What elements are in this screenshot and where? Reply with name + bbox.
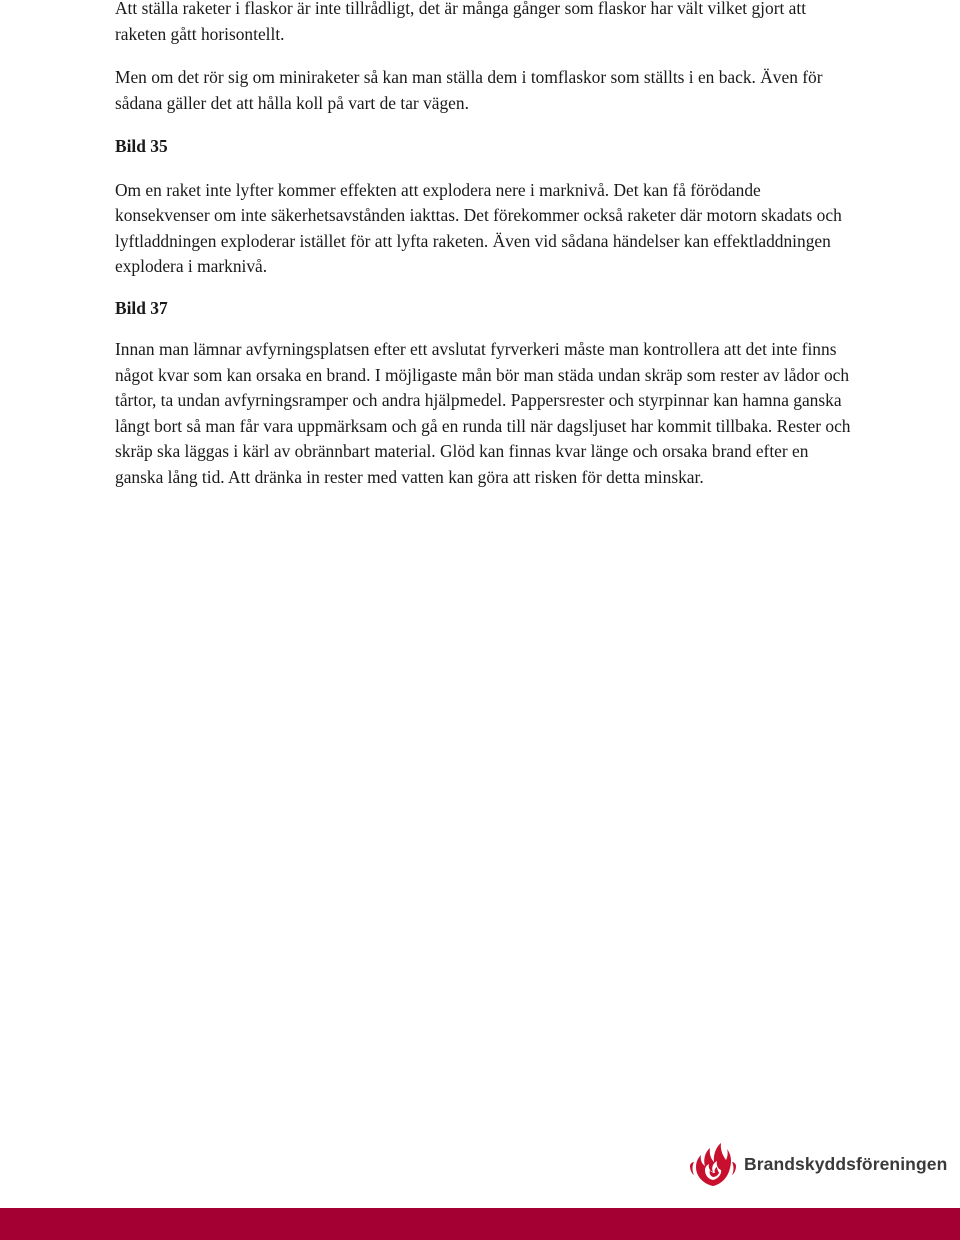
heading-bild-37: Bild 37 [115, 297, 168, 318]
brand-logo [690, 1138, 947, 1190]
paragraph-cleanup: Innan man lämnar avfyrningsplatsen efter ett avslutat fyrverkeri måste man kontrollera att det inte finns något kvar som kan orsaka en brand. I möjligaste mån bör man städa undan skräp som rester av lådor och tårtor, ta undan avfyrningsramper och andra hjälpmedel. Pappersrester och styrpinnar kan hamna ganska långt bort så man får vara uppmärksam och gå en runda till när dagsljuset har kommit tillbaka. Rester och skräp ska läggas i kärl av obrännbart material. Glöd kan finnas kvar länge och orsaka brand efter en ganska lång tid. Att dränka in rester med vatten kan göra att risken för detta minskar. [115, 339, 851, 487]
logo-text: Brandskyddsföreningen [744, 1153, 948, 1174]
footer-bar [0, 1208, 960, 1240]
flame-emblem-icon [690, 1140, 736, 1188]
paragraph-mini-rockets: Men om det rör sig om miniraketer så kan man ställa dem i tomflaskor som ställts i en back. Även för sådana gäller det att hålla koll på vart de tar vägen. [115, 67, 823, 113]
paragraph-ground-explosion: Om en raket inte lyfter kommer effekten att explodera nere i marknivå. Det kan få förödande konsekvenser om inte säkerhetsavstånden iakttas. Det förekommer också raketer där motorn skadats och lyftladdningen exploderar istället för att lyfta raketen. Även vid sådana händelser kan effektladdningen explodera i marknivå. [115, 179, 842, 276]
document-body [115, 0, 855, 490]
heading-bild-35: Bild 35 [115, 136, 168, 156]
paragraph-bottles: Att ställa raketer i flaskor är inte tillrådligt, det är många gånger som flaskor har vält vilket gjort att raketen gått horisontellt. [115, 0, 807, 44]
